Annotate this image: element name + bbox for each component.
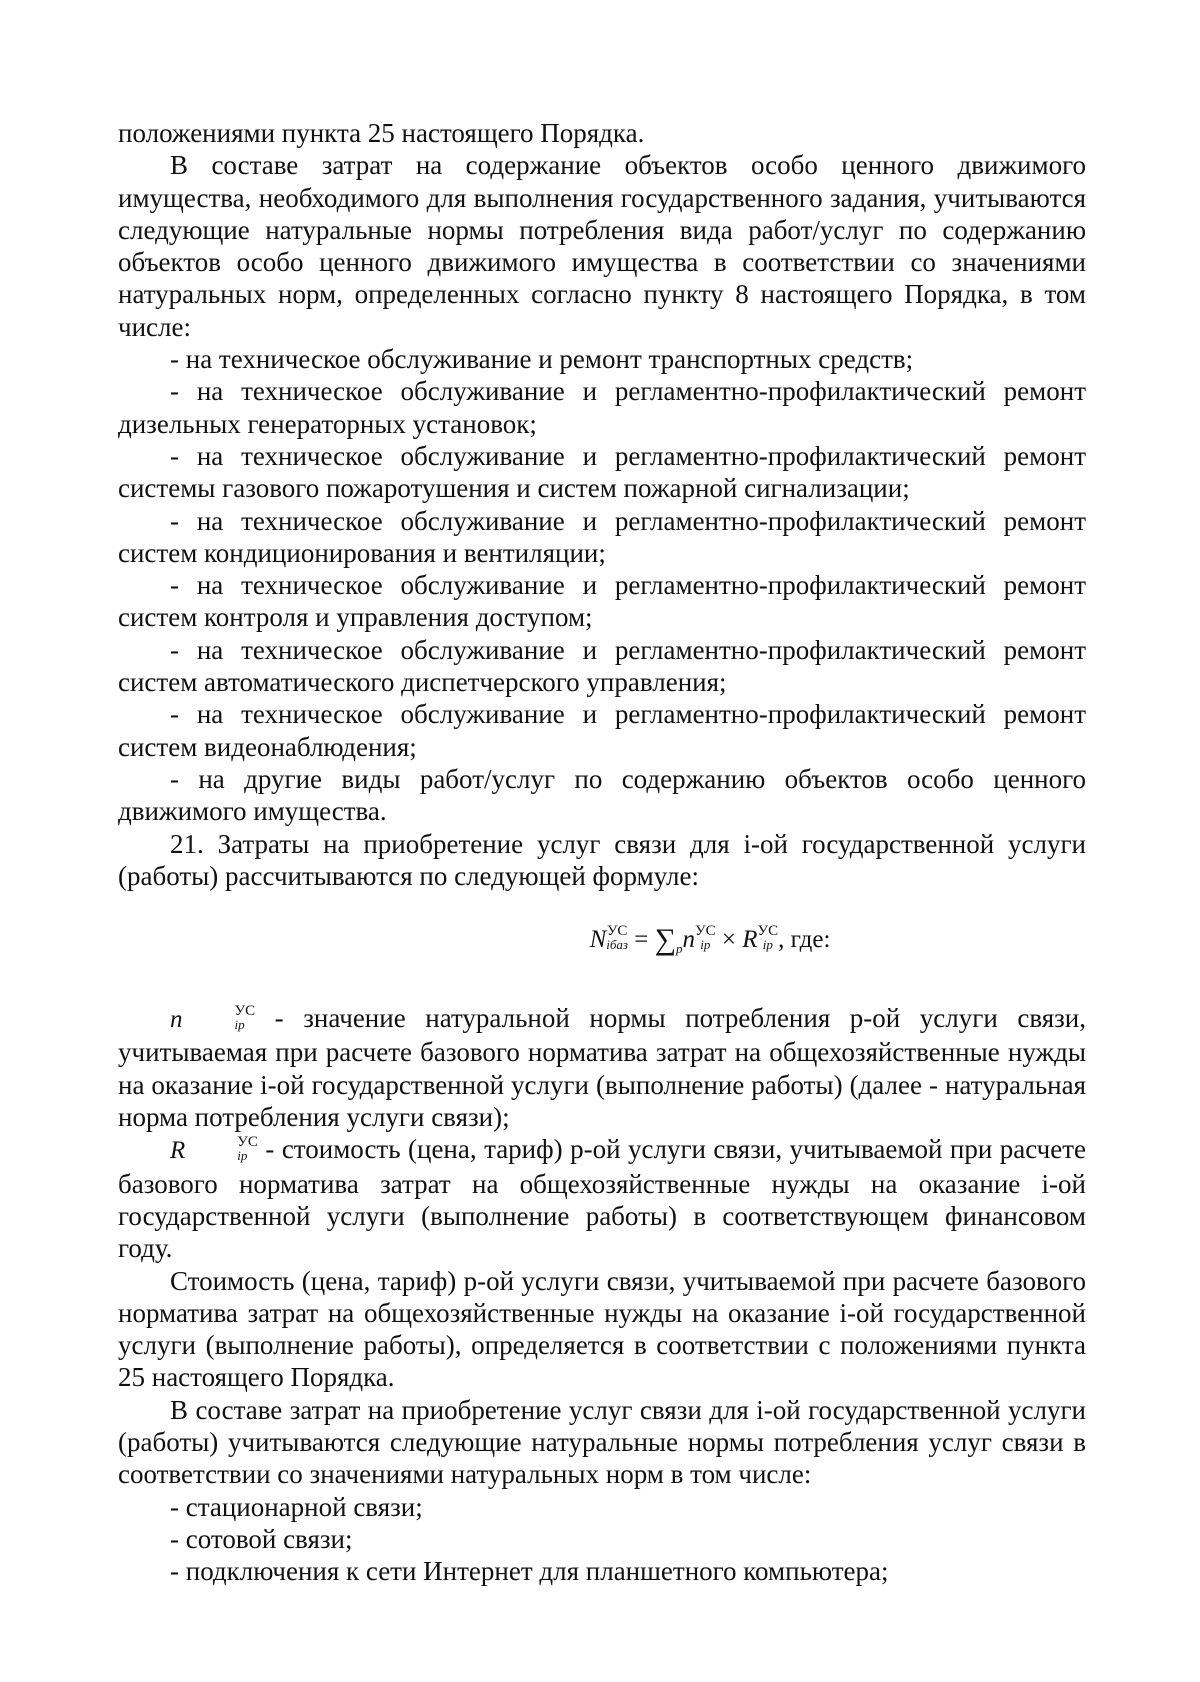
def-r-sup: УС [237,1134,258,1151]
formula-r-var: R [742,926,758,954]
formula-expression [590,922,831,959]
list-item: - на другие виды работ/услуг по содержанию объектов особо ценного движимого имущества. [118,763,1086,827]
formula-equals: = [634,926,649,954]
formula-r-sub: ip [762,937,773,953]
list-item: - подключения к сети Интернет для планшетного компьютера; [170,1556,889,1587]
formula-times: × [721,926,736,954]
paragraph-cost: Стоимость (цена, тариф) p-ой услуги связи, учитываемой при расчете базового норматива затрат на общехозяйственные нужды на оказание i-ой государственной услуги (выполнение работы), определяется в соответствии с положениями пункта 25 настоящего Порядка. [118,1265,1086,1393]
list-item: - стационарной связи; [170,1491,423,1522]
formula-n-indices [695,925,716,951]
formula-sigma: ∑ [654,923,676,957]
paragraph-comm-intro: В составе затрат на приобретение услуг связи для i-ой государственной услуги (работы) учитываются следующие натуральные нормы потребления услуг связи в соответствии со значениями натуральных норм в том числе: [118,1394,1086,1490]
paragraph-continuation: положениями пункта 25 настоящего Порядка. [118,118,645,148]
list-item: - на техническое обслуживание и регламентно-профилактический ремонт систем видеонаблюдения; [118,699,1086,762]
def-r-indices [185,1136,258,1162]
list-item: - на техническое обслуживание и регламентно-профилактический ремонт систем контроля и управления доступом; [118,570,1086,633]
definition-r [118,1133,1086,1264]
def-n-text: - значение натуральной нормы потребления p-ой услуги связи, учитываемая при расчете базового норматива затрат на общехозяйственные нужды на оказание i-ой государственной услуги (выполнение работы) (далее - натуральная норма потребления услуги связи); [118,1003,1086,1133]
paragraph-ocdi-intro: В составе затрат на содержание объектов особо ценного движимого имущества, необходимого для выполнения государственного задания, учитываются следующие натуральные нормы потребления вида работ/услуг по содержанию объектов особо ценного движимого имущества в соответствии со значениями натуральных норм, определенных согласно пункту 8 настоящего Порядка, в том числе: [118,150,1086,342]
formula-r-indices [758,925,779,951]
formula-r-sup: УС [757,923,779,940]
formula-sigma-sub: p [676,941,683,957]
def-r-text: - стоимость (цена, тариф) p-ой услуги связи, учитываемой при расчете базового норматива затрат на общехозяйственные нужды на оказание i-ой государственной услуги (выполнение работы) в соответствующем финансовом году. [118,1134,1086,1264]
formula-lhs-sub: iбаз [606,937,628,953]
def-r-var: R [170,1137,186,1165]
formula-tail: , где: [778,926,831,954]
list-item: - на техническое обслуживание и регламентно-профилактический ремонт системы газового пожаротушения и систем пожарной сигнализации; [118,440,1086,504]
list-item: - на техническое обслуживание и ремонт транспортных средств; [170,344,914,375]
document-body [118,117,1086,1587]
formula-n-sub: ip [700,937,711,953]
list-item: - на техническое обслуживание и регламентно-профилактический ремонт систем кондиционирования и вентиляции; [118,505,1086,568]
formula [118,922,1086,962]
def-r-sub: ip [237,1148,248,1164]
formula-lhs-indices [606,925,628,951]
list-item: - на техническое обслуживание и регламентно-профилактический ремонт дизельных генераторных установок; [118,376,1086,439]
def-n-sup: УС [234,1002,256,1019]
formula-lhs-var: N [589,926,607,954]
formula-n-var: n [682,926,695,954]
formula-lhs-sup: УС [606,923,628,940]
paragraph-21: 21. Затраты на приобретение услуг связи для i-ой государственной услуги (работы) рассчитываются по следующей формуле: [118,828,1086,891]
def-n-sub: ip [234,1016,245,1032]
formula-n-sup: УС [695,923,716,940]
list-item: - на техническое обслуживание и регламентно-профилактический ремонт систем автоматического диспетчерского управления; [118,634,1086,698]
def-n-indices [183,1002,256,1032]
def-n-var: n [170,1006,183,1034]
list-item: - сотовой связи; [170,1523,353,1554]
definition-n [118,1002,1086,1133]
